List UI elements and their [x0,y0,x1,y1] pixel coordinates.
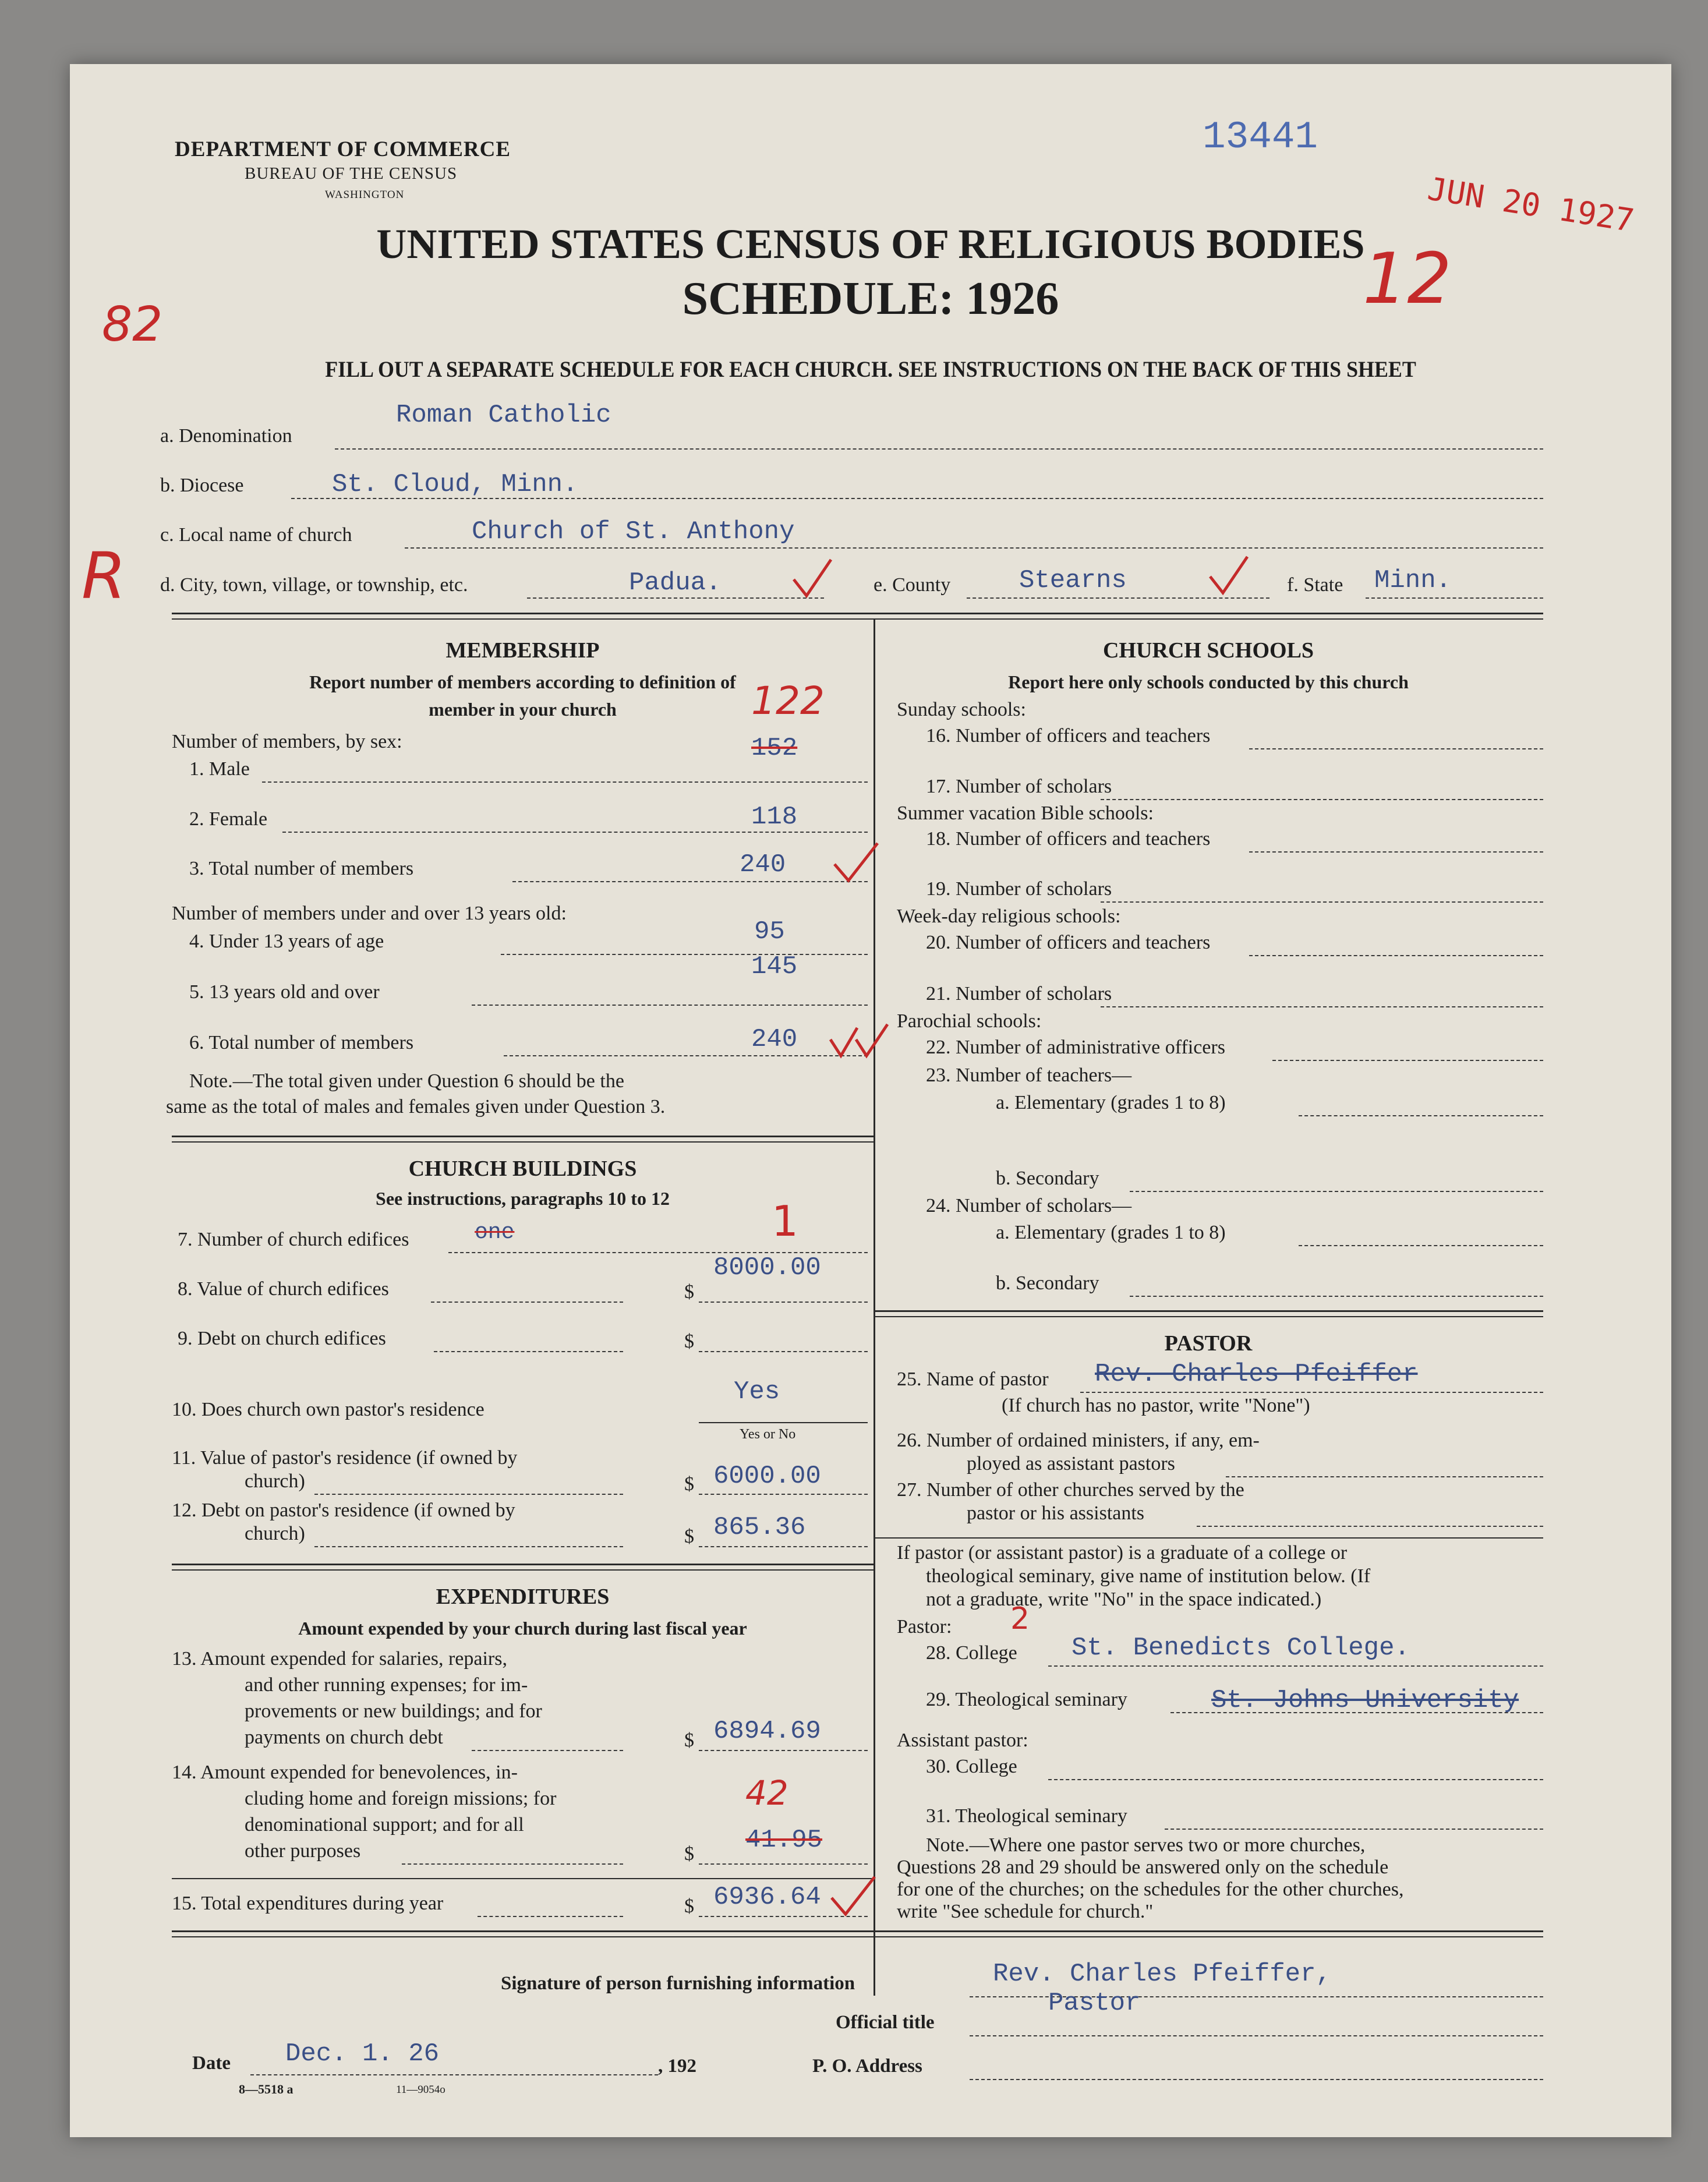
denomination-label: a. Denomination [160,425,292,447]
summer-schools-label: Summer vacation Bible schools: [897,802,1154,824]
checkmark-icon [827,1872,879,1919]
other-churches-label-2: pastor or his assistants [967,1502,1145,1524]
parochial-schools-label: Parochial schools: [897,1010,1042,1032]
received-date-stamp: JUN 20 1927 [1425,170,1637,239]
assistant-count-label-2: ployed as assistant pastors [967,1453,1175,1474]
currency-symbol: $ [684,1895,694,1917]
print-number: 11—9054o [396,2084,445,2096]
edifice-value-label: 8. Value of church edifices [178,1278,389,1300]
official-title-field[interactable]: Pastor [1048,1989,1141,2018]
q18-label: 18. Number of officers and teachers [926,828,1211,850]
denomination-field[interactable]: Roman Catholic [396,401,611,430]
church-edifices-label: 7. Number of church edifices [178,1229,409,1250]
assistant-count-label-1: 26. Number of ordained ministers, if any, em- [897,1430,1260,1451]
date-label: Date [192,2053,231,2074]
checkmark-icon [830,839,882,885]
edifice-debt-label: 9. Debt on church edifices [178,1328,386,1349]
county-field[interactable]: Stearns [1019,566,1127,595]
church-buildings-heading: CHURCH BUILDINGS [408,1157,637,1181]
seminary-field[interactable]: St. Johns University [1211,1686,1519,1715]
edifice-value-field[interactable]: 8000.00 [713,1253,821,1282]
membership-intro-2: member in your church [429,699,617,720]
running-expenses-label-2: and other running expenses; for im- [245,1674,528,1696]
county-label: e. County [874,574,951,596]
q19-label: 19. Number of scholars [926,878,1112,900]
q23b-label: b. Secondary [996,1168,1099,1189]
official-title-label: Official title [836,2012,935,2033]
under-13-field[interactable]: 95 [754,917,785,946]
q16-label: 16. Number of officers and teachers [926,725,1211,747]
female-label: 2. Female [189,808,268,830]
q21-label: 21. Number of scholars [926,983,1112,1005]
form-number: 8—5518 a [239,2082,293,2096]
schedule-title: SCHEDULE: 1926 [682,273,1059,324]
members-by-age-label: Number of members under and over 13 years old: [172,903,567,924]
q17-label: 17. Number of scholars [926,776,1112,797]
running-expenses-field[interactable]: 6894.69 [713,1717,821,1746]
benevolences-label-4: other purposes [245,1840,361,1862]
currency-symbol: $ [684,1473,694,1495]
census-schedule-sheet [70,64,1671,2137]
q24b-label: b. Secondary [996,1272,1099,1294]
benevolences-label-3: denominational support; and for all [245,1814,524,1836]
pastor-note-4: write "See schedule for church." [897,1901,1154,1922]
owns-residence-label: 10. Does church own pastor's residence [172,1399,485,1420]
membership-note-1: Note.—The total given under Question 6 should be the [189,1070,624,1092]
date-field[interactable]: Dec. 1. 26 [285,2039,440,2068]
residence-value-label-2: church) [245,1470,305,1492]
state-field[interactable]: Minn. [1374,566,1452,595]
seminary-label: 29. Theological seminary [926,1689,1127,1710]
running-expenses-label-3: provements or new buildings; and for [245,1700,542,1722]
assistant-pastor-subheading: Assistant pastor: [897,1730,1028,1751]
bureau-name: BUREAU OF THE CENSUS [245,164,458,183]
date-suffix: , 192 [658,2056,696,2077]
male-correction: 122 [751,678,825,723]
pastor-heading: PASTOR [1164,1331,1253,1356]
benevolences-label-1: 14. Amount expended for benevolences, in- [172,1762,518,1783]
city-name: WASHINGTON [325,189,405,201]
13-and-over-field[interactable]: 145 [751,952,798,981]
expenditures-subheading: Amount expended by your church during last fiscal year [298,1618,747,1639]
margin-note-left: 82 [102,297,163,352]
residence-debt-label-1: 12. Debt on pastor's residence (if owned by [172,1500,515,1521]
q24a-label: a. Elementary (grades 1 to 8) [996,1222,1226,1243]
q22-label: 22. Number of administrative officers [926,1037,1225,1058]
owns-residence-field[interactable]: Yes [734,1377,780,1406]
state-label: f. State [1287,574,1343,596]
expenditures-heading: EXPENDITURES [436,1585,610,1609]
benevolences-label-2: cluding home and foreign missions; for [245,1788,557,1809]
other-churches-label-1: 27. Number of other churches served by the [897,1479,1244,1501]
residence-value-label-1: 11. Value of pastor's residence (if owned by [172,1447,518,1469]
church-schools-subheading: Report here only schools conducted by this church [1008,671,1409,692]
currency-symbol: $ [684,1526,694,1547]
benevolences-field[interactable]: 41.95 [745,1826,823,1855]
total-members-age-field[interactable]: 240 [751,1025,798,1054]
margin-note-right: 12 [1363,239,1452,320]
residence-debt-label-2: church) [245,1523,305,1544]
edifices-correction: 1 [772,1197,798,1246]
pastor-note-3: for one of the churches; on the schedules for the other churches, [897,1879,1404,1900]
currency-symbol: $ [684,1730,694,1751]
q23-label: 23. Number of teachers— [926,1065,1132,1086]
currency-symbol: $ [684,1331,694,1352]
pastor-name-field[interactable]: Rev. Charles Pfeiffer [1095,1360,1418,1389]
department-name: DEPARTMENT OF COMMERCE [175,137,511,161]
college-label: 28. College [926,1642,1017,1664]
total-expenditures-field[interactable]: 6936.64 [713,1883,821,1912]
fill-out-instructions: FILL OUT A SEPARATE SCHEDULE FOR EACH CHURCH. SEE INSTRUCTIONS ON THE BACK OF THIS SHEET [325,357,1416,382]
13-and-over-label: 5. 13 years old and over [189,981,380,1003]
city-label: d. City, town, village, or township, etc. [160,574,468,596]
residence-debt-field[interactable]: 865.36 [713,1513,806,1542]
diocese-field[interactable]: St. Cloud, Minn. [332,470,578,499]
total-expenditures-label: 15. Total expenditures during year [172,1893,444,1914]
running-expenses-label-1: 13. Amount expended for salaries, repairs, [172,1648,507,1670]
total-members-label: 3. Total number of members [189,858,414,879]
assistant-college-label: 30. College [926,1756,1017,1777]
signature-field[interactable]: Rev. Charles Pfeiffer, [993,1960,1331,1989]
total-members-age-label: 6. Total number of members [189,1032,414,1053]
total-members-field[interactable]: 240 [740,850,786,879]
pastor-name-label: 25. Name of pastor [897,1368,1049,1390]
q23a-label: a. Elementary (grades 1 to 8) [996,1092,1226,1113]
yes-or-no-hint: Yes or No [740,1427,796,1442]
margin-mark-r: R [82,539,126,613]
currency-symbol: $ [684,1281,694,1303]
benevolences-correction: 42 [745,1773,788,1813]
under-13-label: 4. Under 13 years of age [189,931,384,952]
members-by-sex-label: Number of members, by sex: [172,731,402,752]
running-expenses-label-4: payments on church debt [245,1727,443,1748]
graduate-instructions-3: not a graduate, write "No" in the space indicated.) [926,1589,1322,1610]
church-edifices-field[interactable]: one [475,1220,515,1245]
pastor-note-1: Note.—Where one pastor serves two or more churches, [926,1834,1366,1856]
diocese-label: b. Diocese [160,475,244,496]
college-field[interactable]: St. Benedicts College. [1072,1633,1410,1663]
pastor-name-hint: (If church has no pastor, write "None") [1002,1395,1310,1416]
checkmark-icon [789,556,836,603]
membership-note-2: same as the total of males and females given under Question 3. [166,1096,666,1117]
membership-intro-1: Report number of members according to definition of [309,671,736,692]
church-name-field[interactable]: Church of St. Anthony [472,517,795,546]
assistant-seminary-label: 31. Theological seminary [926,1805,1127,1827]
double-checkmark-icon [827,1022,891,1063]
form-title: UNITED STATES CENSUS OF RELIGIOUS BODIES [376,221,1365,267]
graduate-instructions-1: If pastor (or assistant pastor) is a graduate of a college or [897,1542,1348,1564]
currency-symbol: $ [684,1843,694,1865]
church-name-label: c. Local name of church [160,524,352,546]
pastor-count-mark: 2 [1010,1601,1030,1636]
pastor-note-2: Questions 28 and 29 should be answered only on the schedule [897,1856,1389,1878]
signature-label: Signature of person furnishing information [501,1973,855,1994]
checkmark-icon [1205,553,1252,600]
sunday-schools-label: Sunday schools: [897,699,1026,720]
residence-value-field[interactable]: 6000.00 [713,1462,821,1491]
church-schools-heading: CHURCH SCHOOLS [1102,638,1314,663]
male-field[interactable]: 152 [751,734,798,763]
serial-number: 13441 [1203,115,1318,159]
weekday-schools-label: Week-day religious schools: [897,906,1121,927]
church-buildings-subheading: See instructions, paragraphs 10 to 12 [376,1188,670,1209]
po-address-label: P. O. Address [812,2056,922,2077]
membership-heading: MEMBERSHIP [445,638,600,663]
q24-label: 24. Number of scholars— [926,1195,1132,1216]
male-label: 1. Male [189,758,250,780]
pastor-subheading: Pastor: [897,1616,952,1638]
graduate-instructions-2: theological seminary, give name of institution below. (If [926,1565,1371,1587]
q20-label: 20. Number of officers and teachers [926,932,1211,953]
female-field[interactable]: 118 [751,802,798,832]
city-field[interactable]: Padua. [629,568,722,597]
